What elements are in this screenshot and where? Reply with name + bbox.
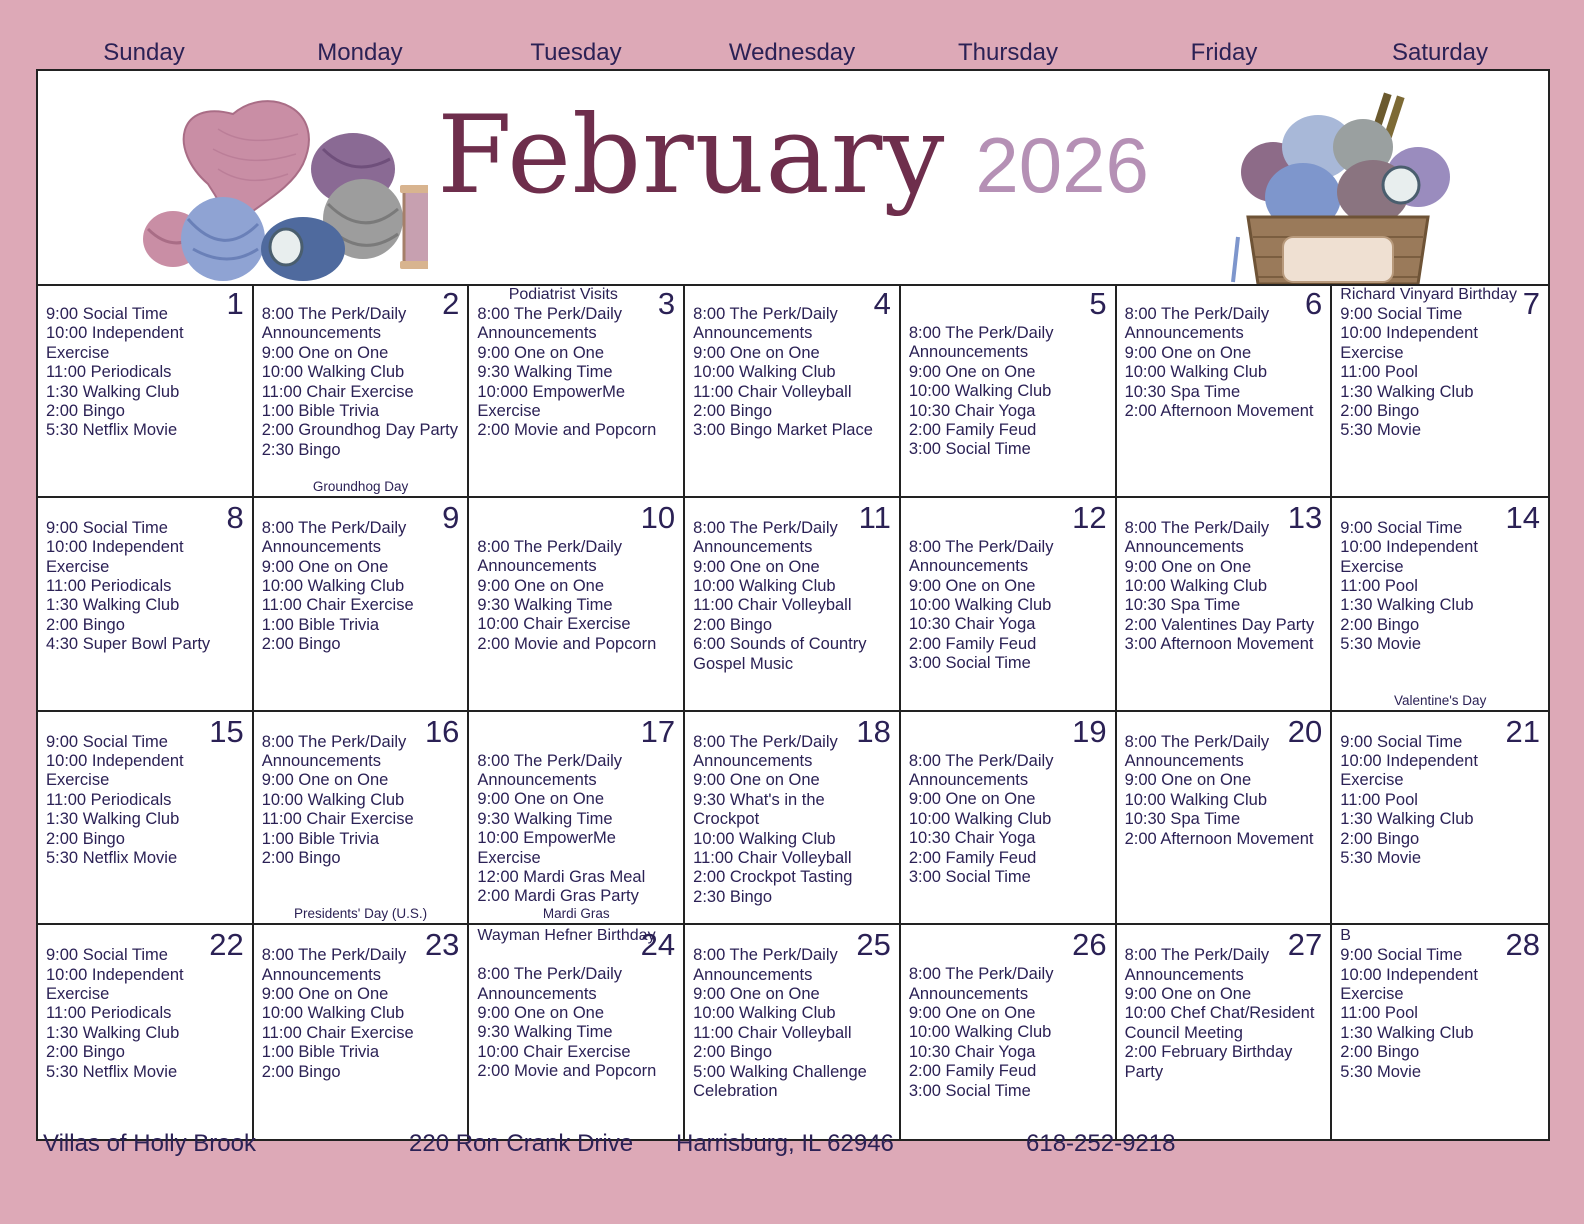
day-events: 9:00 Social Time 10:00 Independent Exercise 11:00 Periodicals 1:30 Walking Club 2:00 Bingo 5:30 Netflix Movie (46, 732, 184, 867)
day-events: 8:00 The Perk/Daily Announcements 9:00 One on One 10:00 Walking Club 10:30 Chair Yoga 2:00 Family Feud 3:00 Social Time (908, 965, 1054, 1100)
day-events: 8:00 The Perk/Daily Announcements 9:00 One on One 9:30 Walking Time 10:000 EmpowerMe Exercise 2:00 Movie and Popcorn (477, 305, 657, 440)
day-events: 9:00 Social Time 10:00 Independent Exercise 11:00 Periodicals 1:30 Walking Club 2:00 Bingo 4:30 Super Bowl Party (46, 518, 211, 654)
day-events: 8:00 The Perk/Daily Announcements 9:00 One on One 10:00 Walking Club 10:30 Spa Time 2:00 Afternoon Movement (1124, 732, 1314, 848)
day-number: 8 (226, 499, 244, 535)
day-number: 26 (1072, 927, 1107, 963)
day-number: 7 (1522, 286, 1540, 321)
day-note: B (1340, 927, 1351, 945)
day-number: 4 (873, 286, 891, 321)
day-events: 8:00 The Perk/Daily Announcements 9:00 One on One 10:00 Walking Club 10:30 Spa Time 2:00 Valentines Day Party 3:00 Afternoon Movement (1124, 518, 1315, 654)
day-cell (685, 498, 901, 712)
day-events: 8:00 The Perk/Daily Announcements 9:00 One on One 10:00 Walking Club 11:00 Chair Exercise 1:00 Bible Trivia 2:00 Bingo (261, 732, 414, 867)
day-cell (38, 284, 254, 498)
day-note: Podiatrist Visits (508, 286, 618, 303)
calendar-grid (38, 284, 1548, 1139)
day-number: 17 (640, 713, 676, 749)
day-events: 8:00 The Perk/Daily Announcements 9:00 One on One 10:00 Walking Club 10:30 Chair Yoga 2:00 Family Feud 3:00 Social Time (908, 324, 1054, 459)
day-number: 1 (226, 286, 244, 321)
day-events: 9:00 Social Time 10:00 Independent Exercise 11:00 Pool 1:30 Walking Club 2:00 Bingo 5:30 Movie (1340, 946, 1478, 1081)
holiday-label: Valentine's Day (1393, 692, 1487, 708)
day-number: 23 (424, 927, 460, 963)
day-number: 12 (1072, 499, 1107, 535)
day-note: Wayman Hefner Birthday (477, 927, 656, 945)
day-cell (1117, 498, 1333, 712)
weekday-label: Wednesday (728, 39, 856, 66)
day-cell (1332, 284, 1548, 498)
footer-address: 220 Ron Crank Drive (409, 1130, 634, 1157)
year-title: 2026 (975, 121, 1149, 209)
day-cell (469, 498, 685, 712)
weekday-header-row (36, 36, 1548, 70)
day-cell (254, 712, 470, 926)
day-events: 8:00 The Perk/Daily Announcements 9:00 One on One 9:30 Walking Time 10:00 EmpowerMe Exercise 12:00 Mardi Gras Meal 2:00 Mardi Gras Party (477, 751, 646, 906)
day-number: 18 (856, 713, 891, 749)
day-events: 9:00 Social Time 10:00 Independent Exercise 11:00 Periodicals 1:30 Walking Club 2:00 Bingo 5:30 Netflix Movie (46, 946, 184, 1081)
footer-city: Harrisburg, IL 62946 (676, 1130, 894, 1157)
day-cell (1332, 925, 1548, 1139)
day-cell (38, 712, 254, 926)
day-number: 14 (1505, 499, 1540, 535)
day-cell (1117, 712, 1333, 926)
day-events: 9:00 Social Time 10:00 Independent Exercise 11:00 Pool 1:30 Walking Club 2:00 Bingo 5:30 Movie (1340, 305, 1478, 440)
day-events: 8:00 The Perk/Daily Announcements 9:00 One on One 10:00 Walking Club 10:30 Chair Yoga 2:00 Family Feud 3:00 Social Time (908, 751, 1054, 886)
day-number: 11 (858, 499, 891, 535)
weekday-label: Thursday (957, 39, 1059, 66)
day-events: 8:00 The Perk/Daily Announcements 9:00 One on One 9:30 Walking Time 10:00 Chair Exercise 2:00 Movie and Popcorn (477, 965, 657, 1081)
day-events: 8:00 The Perk/Daily Announcements 9:00 One on One 10:00 Walking Club 11:00 Chair Volleyball 2:00 Bingo 6:00 Sounds of Country Gospel Music (693, 518, 867, 673)
day-note: Richard Vinyard Birthday (1340, 286, 1517, 303)
footer-phone: 618-252-9218 (1026, 1130, 1176, 1157)
day-number: 27 (1287, 927, 1323, 963)
day-cell (685, 284, 901, 498)
day-cell (1332, 712, 1548, 926)
day-number: 2 (442, 286, 460, 321)
day-cell (901, 498, 1117, 712)
day-number: 16 (424, 713, 460, 749)
day-events: 8:00 The Perk/Daily Announcements 9:00 One on One 10:00 Walking Club 10:30 Chair Yoga 2:00 Family Feud 3:00 Social Time (908, 537, 1054, 673)
day-number: 5 (1089, 286, 1107, 321)
day-number: 22 (209, 927, 244, 963)
day-events: 8:00 The Perk/Daily Announcements 9:00 One on One 10:00 Walking Club 11:00 Chair Exercise 1:00 Bible Trivia 2:00 Bingo (261, 946, 414, 1081)
day-cell (469, 712, 685, 926)
day-number: 20 (1287, 713, 1323, 749)
holiday-label: Groundhog Day (312, 478, 409, 494)
yarn-basket-illustration-icon (1223, 87, 1453, 284)
day-events: 8:00 The Perk/Daily Announcements 9:00 One on One 10:00 Walking Club 11:00 Chair Exercise 1:00 Bible Trivia 2:00 Bingo (261, 518, 414, 654)
holiday-label: Presidents' Day (U.S.) (294, 906, 428, 922)
day-events: 9:00 Social Time 10:00 Independent Exercise 11:00 Pool 1:30 Walking Club 2:00 Bingo 5:30 Movie (1340, 732, 1478, 867)
day-cell (1117, 284, 1333, 498)
day-cell (254, 284, 470, 498)
day-cell (1332, 498, 1548, 712)
day-events: 8:00 The Perk/Daily Announcements 9:00 One on One 10:00 Chef Chat/Resident Council Meeting 2:00 February Birthday Party (1124, 946, 1315, 1081)
day-number: 24 (640, 927, 676, 963)
day-number: 13 (1287, 499, 1323, 535)
weekday-label: Monday (317, 39, 403, 66)
day-number: 9 (442, 499, 460, 535)
day-number: 15 (209, 713, 244, 749)
day-number: 21 (1505, 713, 1540, 749)
holiday-label: Mardi Gras (542, 906, 610, 922)
day-events: 9:00 Social Time 10:00 Independent Exercise 11:00 Periodicals 1:30 Walking Club 2:00 Bingo 5:30 Netflix Movie (46, 305, 184, 440)
footer (0, 1128, 1584, 1168)
footer-community-name: Villas of Holly Brook (43, 1130, 256, 1157)
day-events: 8:00 The Perk/Daily Announcements 9:00 One on One 10:00 Walking Club 11:00 Chair Volleyball 2:00 Bingo 5:00 Walking Challenge Celebration (693, 946, 867, 1101)
day-events: 9:00 Social Time 10:00 Independent Exercise 11:00 Pool 1:30 Walking Club 2:00 Bingo 5:30 Movie (1340, 518, 1478, 654)
day-cell (685, 712, 901, 926)
month-title: February (437, 93, 946, 218)
day-number: 3 (657, 286, 676, 321)
weekday-label: Friday (1190, 39, 1258, 66)
day-number: 19 (1072, 713, 1107, 749)
day-events: 8:00 The Perk/Daily Announcements 9:00 One on One 10:00 Walking Club 10:30 Spa Time 2:00 Afternoon Movement (1124, 305, 1314, 421)
day-cell (685, 925, 901, 1139)
weekday-label: Sunday (103, 39, 185, 66)
day-cell (901, 925, 1117, 1139)
day-cell (901, 712, 1117, 926)
day-cell (38, 498, 254, 712)
day-cell (254, 925, 470, 1139)
day-events: 8:00 The Perk/Daily Announcements 9:00 One on One 9:30 Walking Time 10:00 Chair Exercise 2:00 Movie and Popcorn (477, 537, 657, 653)
day-cell (469, 925, 685, 1139)
day-number: 6 (1305, 286, 1323, 321)
weekday-label: Saturday (1391, 39, 1489, 66)
day-cell (901, 284, 1117, 498)
day-cell (469, 284, 685, 498)
day-number: 25 (856, 927, 891, 963)
day-cell (38, 925, 254, 1139)
day-cell (254, 498, 470, 712)
weekday-label: Tuesday (530, 39, 622, 66)
day-events: 8:00 The Perk/Daily Announcements 9:00 One on One 9:30 What's in the Crockpot 10:00 Walking Club 11:00 Chair Volleyball 2:00 Crockpot Tasting 2:30 Bingo (693, 732, 853, 906)
day-cell (1117, 925, 1333, 1139)
calendar-frame (36, 69, 1550, 1141)
day-events: 8:00 The Perk/Daily Announcements 9:00 One on One 10:00 Walking Club 11:00 Chair Exercise 1:00 Bible Trivia 2:00 Groundhog Day Party 2:30 Bingo (261, 305, 458, 459)
day-number: 10 (640, 499, 676, 535)
day-events: 8:00 The Perk/Daily Announcements 9:00 One on One 10:00 Walking Club 11:00 Chair Volleyball 2:00 Bingo 3:00 Bingo Market Place (693, 305, 873, 440)
day-number: 28 (1505, 927, 1540, 963)
calendar-banner (38, 71, 1548, 286)
